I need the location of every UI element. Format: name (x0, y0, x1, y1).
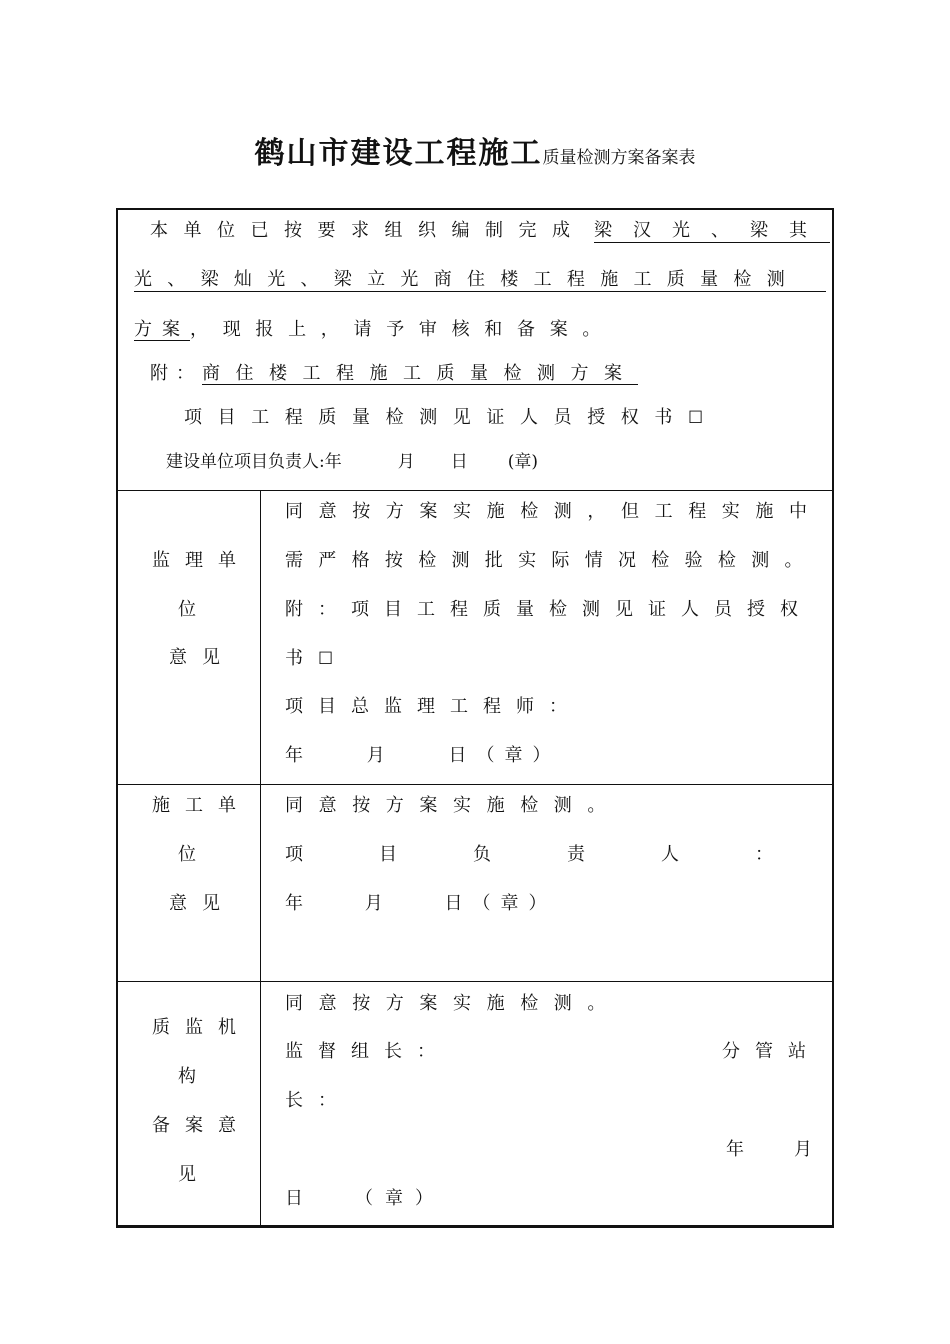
sec2-line4-text: 书 (285, 648, 318, 669)
sec3-label-1: 施工单 (152, 795, 251, 816)
sec1-month: 月 (397, 452, 415, 472)
sec1-line3-rest: ，现报上，请予审核和备案。 (190, 319, 616, 340)
sec2-label-2: 位 (178, 599, 196, 620)
sec2-line3: 附：项目工程质量检测见证人员授权 (285, 599, 813, 620)
filing-form (116, 208, 849, 1228)
sec4-leader: 监督组长： (285, 1041, 450, 1062)
column-divider (260, 490, 261, 1228)
title-main: 鹤山市建设工程施工 (254, 136, 543, 171)
sec1-year: 年 (324, 452, 342, 472)
row-divider-1 (118, 490, 832, 491)
sec2-date: 年 月 日（章） (285, 745, 561, 766)
sec1-attach-value: 商住楼工程施工质量检测方案 (202, 363, 638, 384)
page-title (0, 128, 950, 172)
sec3-label-3: 意见 (169, 893, 235, 914)
sec2-signer: 项目总监理工程师： (285, 696, 582, 717)
sec2-label-3: 意见 (169, 647, 235, 668)
sec1-signer: 建设单位项目负责人: (166, 452, 325, 472)
sec1-line1-lead: 本单位已按要求组织编制完成 (150, 220, 586, 241)
sec4-station-head: 分管站 (722, 1041, 821, 1062)
sec4-month: 月 (794, 1139, 812, 1160)
sec3-date: 年 月 日（章） (285, 893, 557, 914)
sec4-day: 日 (285, 1188, 303, 1209)
sec1-authorization-text: 项目工程质量检测见证人员授权书 (184, 407, 688, 428)
sec1-authorization (184, 403, 703, 429)
checkbox-icon[interactable]: ☐ (318, 649, 334, 669)
checkbox-icon[interactable]: ☐ (688, 408, 704, 428)
sec1-line2-project: 光、梁灿光、梁立光商住楼工程施工质量检测 (134, 265, 826, 292)
sec1-seal: (章) (507, 452, 538, 472)
sec3-signer: 项目负责人： (285, 844, 849, 865)
sec2-line2: 需严格按检测批实际情况检验检测。 (285, 550, 818, 571)
sec1-line3-underlined: 方案 (134, 319, 190, 340)
sec4-line1: 同意按方案实施检测。 (285, 993, 621, 1014)
sec2-line1: 同意按方案实施检测，但工程实施中 (285, 501, 823, 522)
sec2-label-1: 监理单 (152, 550, 251, 571)
sec1-signature (166, 447, 538, 472)
sec1-line2 (134, 265, 826, 292)
sec1-line1-units: 梁汉光、梁其 (594, 216, 830, 243)
sec3-line1: 同意按方案实施检测。 (285, 795, 621, 816)
sec1-attachment (150, 359, 638, 385)
sec1-line3 (134, 315, 615, 341)
title-sub: 质量检测方案备案表 (542, 148, 696, 168)
sec4-station-head-cont: 长： (285, 1090, 351, 1111)
sec2-line4 (285, 644, 333, 670)
sec1-day: 日 (450, 452, 468, 472)
sec3-label-2: 位 (178, 844, 196, 865)
sec4-year: 年 (726, 1139, 744, 1160)
row-divider-3 (118, 981, 832, 982)
row-divider-2 (118, 784, 832, 785)
sec1-attach-label: 附： (150, 363, 202, 384)
sec1-line1 (150, 216, 830, 243)
sec4-label-3: 备案意 (152, 1115, 251, 1136)
sec4-seal: （章） (355, 1188, 445, 1209)
sec4-label-1: 质监机 (152, 1017, 251, 1038)
sec4-label-4: 见 (178, 1164, 196, 1185)
sec4-label-2: 构 (178, 1066, 196, 1087)
